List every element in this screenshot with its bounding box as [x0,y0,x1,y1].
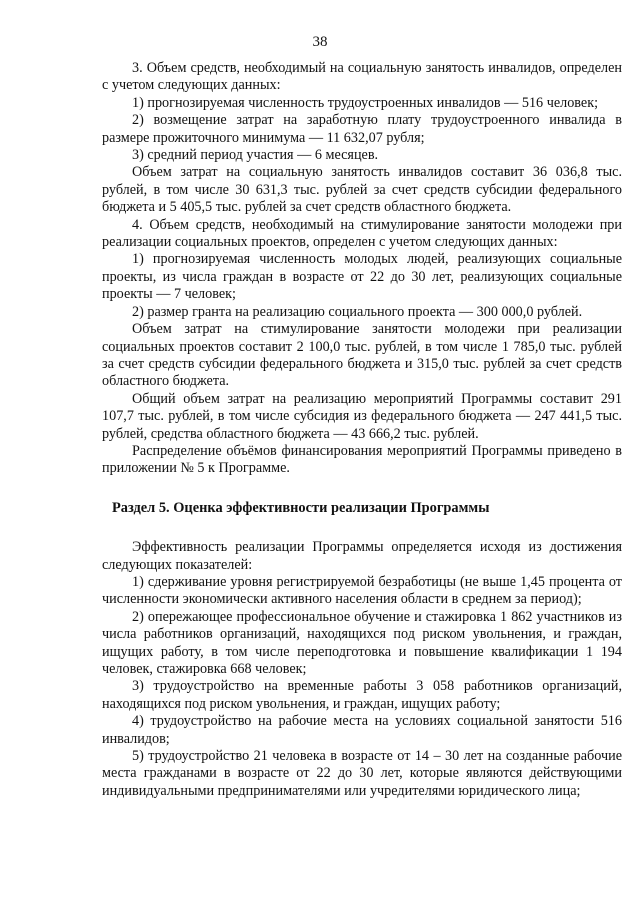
paragraph: Эффективность реализации Программы определяется исходя из достижения следующих показателей: [102,539,622,573]
paragraph: 2) опережающее профессиональное обучение и стажировка 1 862 участников из числа работников организаций, находящихся под риском увольнения, и граждан, ищущих работу, в том числе переподготовка и повышение квалификации 1 194 человек, стажировка 668 человек; [102,608,622,677]
paragraph: 3) средний период участия — 6 месяцев. [132,147,379,164]
paragraph: Объем затрат на социальную занятость инвалидов составит 36 036,8 тыс. рублей, в том числе 30 631,3 тыс. рублей за счет средств субсидии федерального бюджета и 5 405,5 тыс. рублей за счет средств областного бюджета. [102,164,622,216]
paragraph: 3. Объем средств, необходимый на социальную занятость инвалидов, определен с учетом следующих данных: [102,60,622,94]
paragraph: 2) возмещение затрат на заработную плату трудоустроенного инвалида в размере прожиточного минимума — 11 632,07 рубля; [102,112,622,146]
paragraph: Общий объем затрат на реализацию мероприятий Программы составит 291 107,7 тыс. рублей, в том числе субсидия из федерального бюджета — 247 441,5 тыс. рублей, средства областного бюджета — 43 666,2 тыс. рублей. [102,390,622,442]
page-number: 38 [312,34,328,50]
paragraph: 4. Объем средств, необходимый на стимулирование занятости молодежи при реализации социальных проектов, определен с учетом следующих данных: [102,216,622,251]
paragraph: Объем затрат на стимулирование занятости молодежи при реализации социальных проектов составит 2 100,0 тыс. рублей, в том числе 1 785,0 тыс. рублей за счет средств субсидии федерального бюджета и 315,0 тыс. рублей за счет средств областного бюджета. [102,321,622,390]
paragraph: 2) размер гранта на реализацию социального проекта — 300 000,0 рублей. [132,303,583,320]
paragraph: 1) прогнозируемая численность молодых людей, реализующих социальные проекты, из числа граждан в возрасте от 22 до 30 лет, реализующих социальные проекты — 7 человек; [102,251,622,303]
section-heading: Раздел 5. Оценка эффективности реализации Программы [112,499,490,516]
document-body [102,60,622,800]
paragraph: Распределение объёмов финансирования мероприятий Программы приведено в приложении № 5 к Программе. [102,442,622,477]
paragraph: 1) сдерживание уровня регистрируемой безработицы (не выше 1,45 процента от численности экономически активного населения области в среднем за период); [102,573,622,608]
paragraph: 3) трудоустройство на временные работы 3 058 работников организаций, находящихся под риском увольнения, и граждан, ищущих работу; [102,678,622,712]
paragraph: 5) трудоустройство 21 человека в возрасте от 14 – 30 лет на созданные рабочие места гражданами в возрасте от 22 до 30 лет, которые являются действующими индивидуальными предпринимателями или учредителями юридического лица; [102,748,622,799]
paragraph: 1) прогнозируемая численность трудоустроенных инвалидов — 516 человек; [132,94,599,111]
paragraph: 4) трудоустройство на рабочие места на условиях социальной занятости 516 инвалидов; [102,713,622,747]
